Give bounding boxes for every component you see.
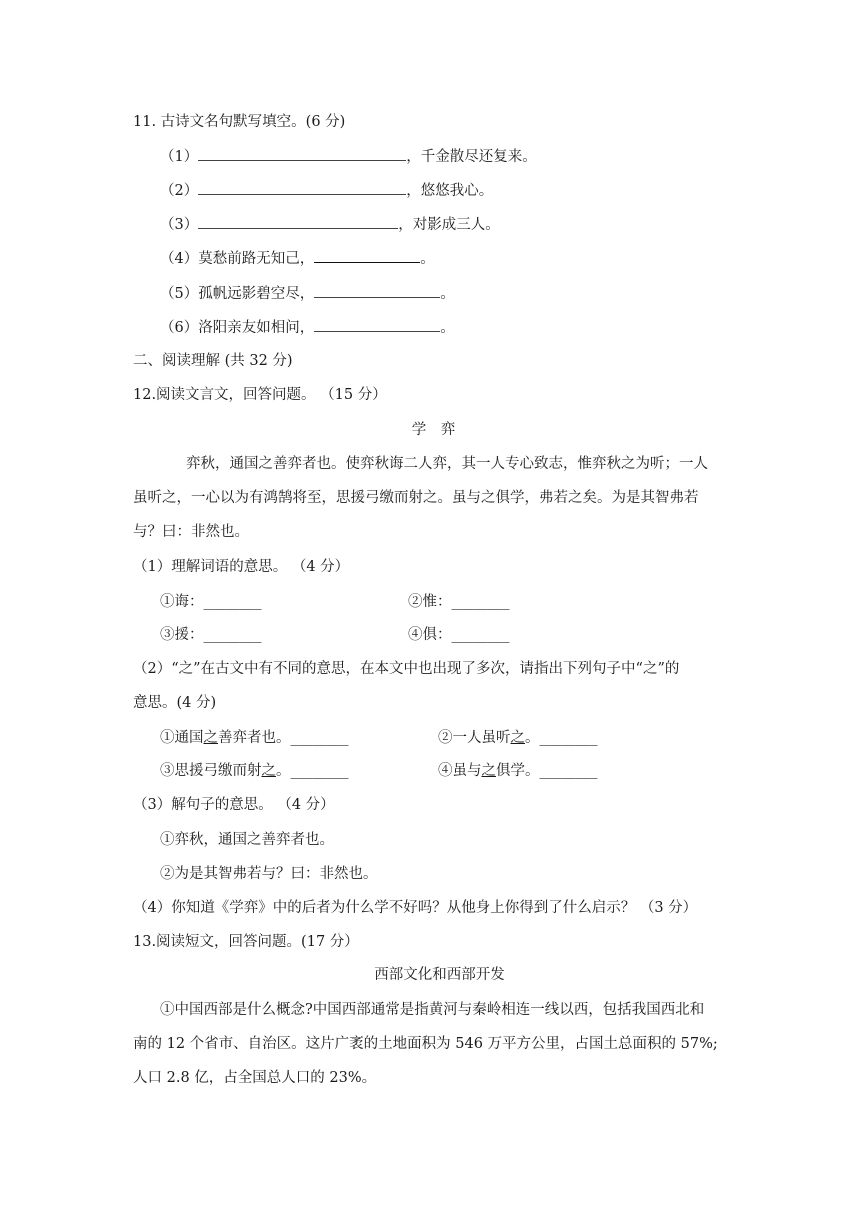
q12-part2-item-4 xyxy=(438,761,598,781)
q11-item-5 xyxy=(160,283,455,304)
answer-blank[interactable] xyxy=(198,146,406,161)
answer-blank[interactable] xyxy=(314,317,440,332)
q11-item-6 xyxy=(160,317,455,338)
q12-part1-item-1: ①诲：________ xyxy=(160,594,262,610)
q11-item-1 xyxy=(160,146,537,167)
item-text: 。 xyxy=(440,286,455,302)
item-text: 莫愁前路无知己， xyxy=(198,251,315,267)
q12-passage-title: 学 弈 xyxy=(411,422,456,438)
item-number: （1） xyxy=(160,149,199,165)
answer-blank[interactable] xyxy=(314,283,440,298)
q12-part2-heading-line-2: 意思。(4 分) xyxy=(133,695,217,711)
sentence-text: 善弈者也。________ xyxy=(218,730,349,746)
sentence-text: ①通国 xyxy=(160,730,204,746)
item-text: 。 xyxy=(420,251,435,267)
item-text: 洛阳亲友如相问， xyxy=(198,320,315,336)
q11-item-4 xyxy=(160,248,435,269)
answer-blank[interactable] xyxy=(198,180,406,195)
item-text: ，对影成三人。 xyxy=(398,217,500,233)
q12-part2-item-1 xyxy=(160,728,349,748)
section-heading: 二、阅读理解 (共 32 分) xyxy=(133,353,293,369)
q12-part3-item-1: ①弈秋，通国之善弈者也。 xyxy=(160,832,334,848)
q12-part4: （4）你知道《学弈》中的后者为什么学不好吗？从他身上你得到了什么启示？ （3 分） xyxy=(133,900,698,916)
item-text: ，千金散尽还复来。 xyxy=(406,149,537,165)
item-text: 。 xyxy=(440,320,455,336)
q12-part1-item-2: ②惟：________ xyxy=(408,594,510,610)
sentence-text: 。________ xyxy=(276,763,349,779)
q13-passage-title: 西部文化和西部开发 xyxy=(374,967,505,983)
q12-part2-item-3 xyxy=(160,761,349,781)
q12-passage-line-2: 虽听之，一心以为有鸿鹄将至，思援弓缴而射之。虽与之俱学，弗若之矣。为是其智弗若 xyxy=(133,490,699,506)
q13-passage-line-1: ①中国西部是什么概念?中国西部通常是指黄河与秦岭相连一线以西，包括我国西北和 xyxy=(160,1002,705,1018)
item-number: （3） xyxy=(160,217,199,233)
q12-passage-line-3: 与？曰：非然也。 xyxy=(133,524,249,540)
item-number: （6） xyxy=(160,320,199,336)
q11-item-2 xyxy=(160,180,493,201)
sentence-text: 。________ xyxy=(525,730,598,746)
q12-part2-heading-line-1: （2）“之”在古文中有不同的意思，在本文中也出现了多次，请指出下列句子中“之”的 xyxy=(133,661,680,677)
q13-heading: 13.阅读短文，回答问题。(17 分） xyxy=(133,934,359,950)
q11-item-3 xyxy=(160,214,500,235)
sentence-text: ②一人虽听 xyxy=(438,730,511,746)
answer-blank[interactable] xyxy=(198,214,398,229)
q12-part2-item-2 xyxy=(438,728,598,748)
q12-part3-heading: （3）解句子的意思。 （4 分） xyxy=(133,797,335,813)
sentence-text: 俱学。________ xyxy=(496,763,598,779)
item-number: （5） xyxy=(160,286,199,302)
underlined-zhi: 之 xyxy=(481,763,496,779)
q13-passage-line-3: 人口 2.8 亿，占全国总人口的 23%。 xyxy=(133,1070,377,1086)
answer-blank[interactable] xyxy=(314,248,420,263)
item-text: ，悠悠我心。 xyxy=(406,183,494,199)
q12-passage-line-1: 弈秋，通国之善弈者也。使弈秋诲二人弈，其一人专心致志，惟弈秋之为听；一人 xyxy=(186,456,708,472)
item-number: （2） xyxy=(160,183,199,199)
underlined-zhi: 之 xyxy=(203,730,218,746)
q12-part1-heading: （1）理解词语的意思。 （4 分） xyxy=(133,559,350,575)
q13-passage-line-2: 南的 12 个省市、自治区。这片广袤的土地面积为 546 万平方公里，占国土总面积的 57%; xyxy=(133,1036,718,1052)
q12-heading: 12.阅读文言文，回答问题。 （15 分） xyxy=(133,387,387,403)
item-number: （4） xyxy=(160,251,199,267)
q12-part1-item-3: ③援：________ xyxy=(160,627,262,643)
q12-part3-item-2: ②为是其智弗若与？曰：非然也。 xyxy=(160,866,378,882)
sentence-text: ③思援弓缴而射 xyxy=(160,763,262,779)
sentence-text: ④虽与 xyxy=(438,763,482,779)
underlined-zhi: 之 xyxy=(261,763,276,779)
q12-part1-item-4: ④俱：________ xyxy=(408,627,510,643)
q11-heading: 11. 古诗文名句默写填空。(6 分) xyxy=(133,114,346,130)
underlined-zhi: 之 xyxy=(510,730,525,746)
item-text: 孤帆远影碧空尽， xyxy=(198,286,315,302)
